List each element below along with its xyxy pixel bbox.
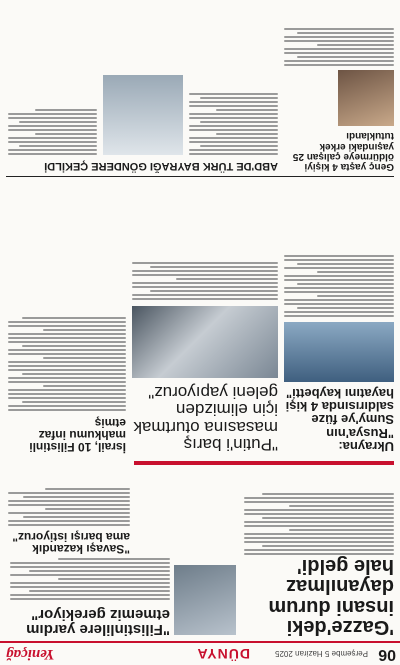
body-gazze (244, 491, 394, 555)
headline-ukrayna: Ukrayna: "Rusya'nın Sumy'ye füze saldırısında 4 kişi hayatını kaybetti" (285, 386, 394, 454)
headline-sumy: Genç yaşta 4 kişiyi öldürmeye çalışan 25 yaşındaki erkek tutuklandı (292, 130, 394, 172)
body-filistin (10, 558, 170, 600)
headline-gazze: 'Gazze'deki insani durum dayanılmaz hale geldi' (268, 554, 394, 638)
article-sumy (284, 26, 394, 171)
putin-photo (132, 306, 278, 378)
article-israil (8, 315, 126, 453)
article-abd (8, 75, 278, 171)
headline-putin: "Putin'i barış masasına oturtmak için elimizden geleni yapıyoruz" (133, 383, 278, 454)
article-putin (132, 260, 278, 453)
issue-date: Perşembe 5 Haziran 2025 (275, 649, 368, 658)
page-number: 06 (378, 646, 396, 663)
headline-savasi: "Savaşı kazandık ama barışı istiyoruz" (12, 529, 130, 556)
sumy-photo (338, 70, 394, 126)
section-title: DÜNYA (196, 646, 250, 662)
article-filistin (10, 556, 170, 637)
article-savasi (8, 486, 130, 555)
article-gazze (244, 555, 394, 637)
headline-filistin: "Filistinlilere yardım etmemiz gerekiyor" (26, 605, 170, 638)
red-divider (134, 461, 394, 465)
bottom-divider (6, 176, 394, 177)
headline-abd: ABD'DE TÜRK BAYRAĞI GÖNDERE ÇEKİLDİ (44, 160, 278, 172)
gazze-photo (174, 565, 236, 635)
masthead (0, 641, 400, 665)
abd-photo (103, 75, 183, 155)
ukrayna-photo (284, 322, 394, 382)
article-ukrayna (284, 253, 394, 453)
brand-logo: Yeniçağ (6, 646, 55, 662)
headline-israil: İsrail, 10 Filistinli mahkumu infaz etmiş (29, 415, 126, 454)
